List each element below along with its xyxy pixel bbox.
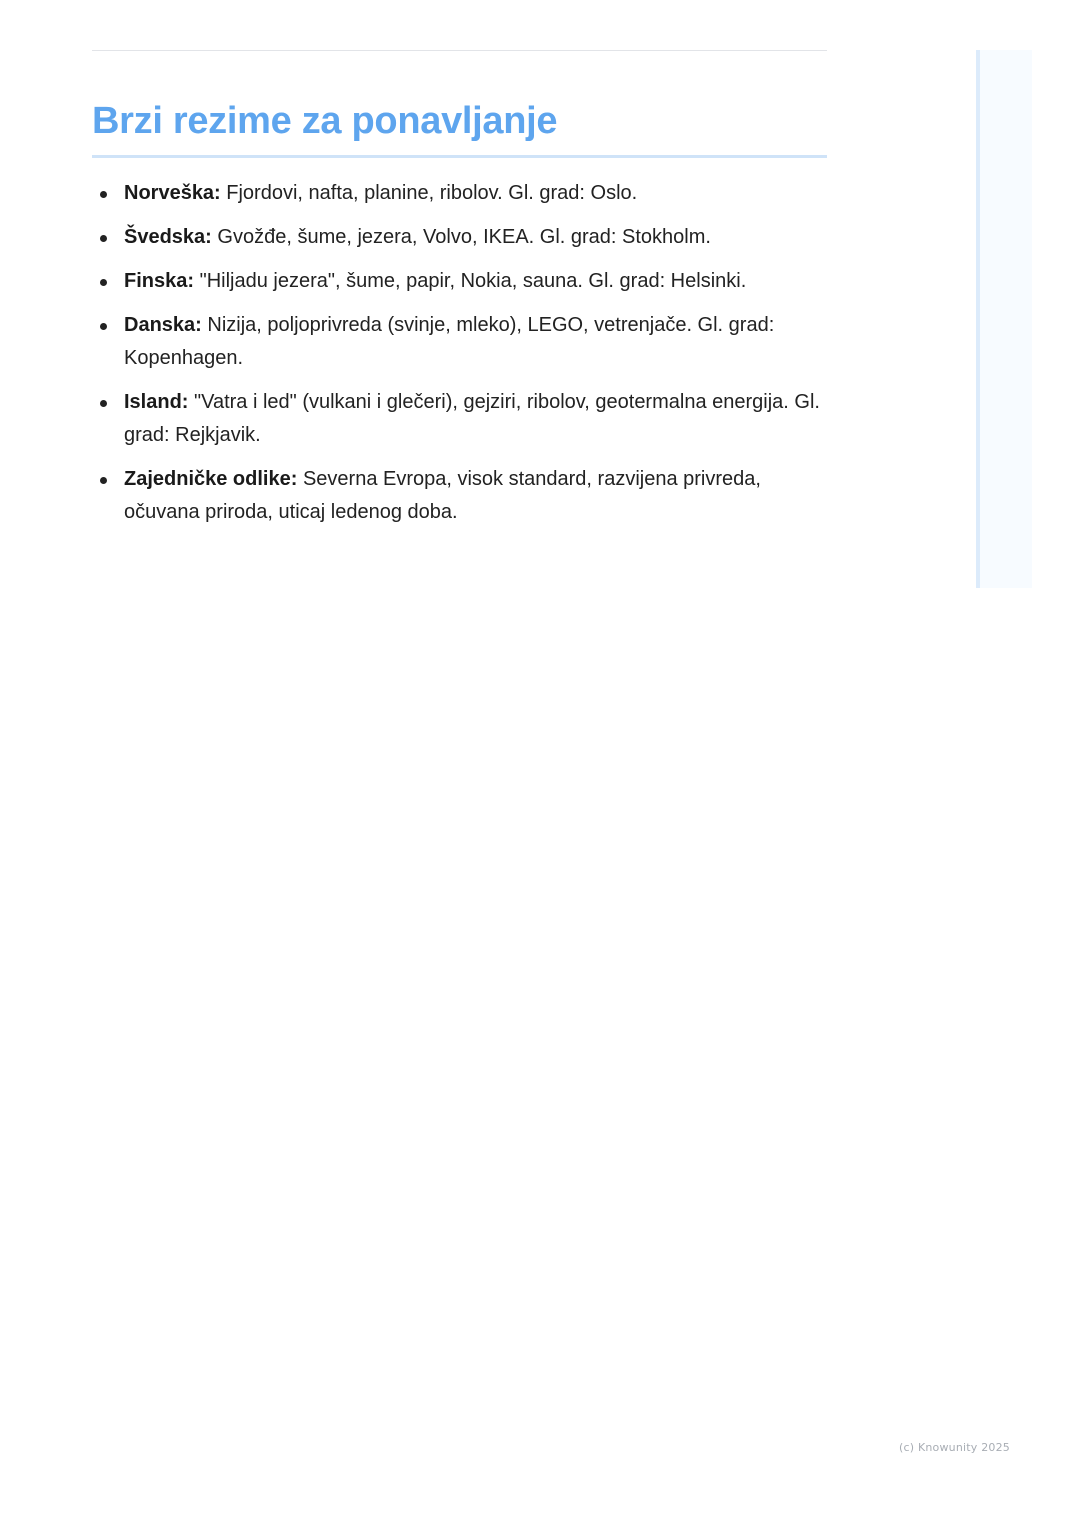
list-item-finska xyxy=(92,265,832,298)
list-item-danska xyxy=(92,309,832,375)
bullet-icon xyxy=(100,400,107,407)
list-item-norveska xyxy=(92,177,832,210)
item-term: Norveška: xyxy=(124,182,221,204)
item-text: "Hiljadu jezera", šume, papir, Nokia, sauna. Gl. grad: Helsinki. xyxy=(194,270,747,292)
item-text: Gvožđe, šume, jezera, Volvo, IKEA. Gl. grad: Stokholm. xyxy=(211,226,711,248)
list-item-zajednicke-odlike xyxy=(92,463,832,529)
copyright-footer: (c) Knowunity 2025 xyxy=(899,1441,1010,1454)
bullet-icon xyxy=(100,191,107,198)
page-title: Brzi rezime za ponavljanje xyxy=(92,100,558,142)
side-panel xyxy=(976,50,1032,588)
summary-list xyxy=(92,177,832,540)
item-text: Severna Evropa, visok standard, razvijena privreda, očuvana priroda, uticaj ledenog doba. xyxy=(124,468,761,523)
item-term: Island: xyxy=(124,391,189,413)
item-text: Fjordovi, nafta, planine, ribolov. Gl. grad: Oslo. xyxy=(220,182,638,204)
top-divider xyxy=(92,50,827,51)
item-term: Finska: xyxy=(124,270,195,292)
item-term: Švedska: xyxy=(124,226,212,248)
bullet-icon xyxy=(100,235,107,242)
item-text: "Vatra i led" (vulkani i glečeri), gejziri, ribolov, geotermalna energija. Gl. grad: Rejkjavik. xyxy=(124,391,820,446)
list-item-svedska xyxy=(92,221,832,254)
bullet-icon xyxy=(100,323,107,330)
bullet-icon xyxy=(100,477,107,484)
item-term: Zajedničke odlike: xyxy=(124,468,298,490)
bullet-icon xyxy=(100,279,107,286)
item-text: Nizija, poljoprivreda (svinje, mleko), LEGO, vetrenjače. Gl. grad: Kopenhagen. xyxy=(124,314,775,369)
item-term: Danska: xyxy=(124,314,202,336)
title-underline xyxy=(92,155,827,158)
list-item-island xyxy=(92,386,832,452)
